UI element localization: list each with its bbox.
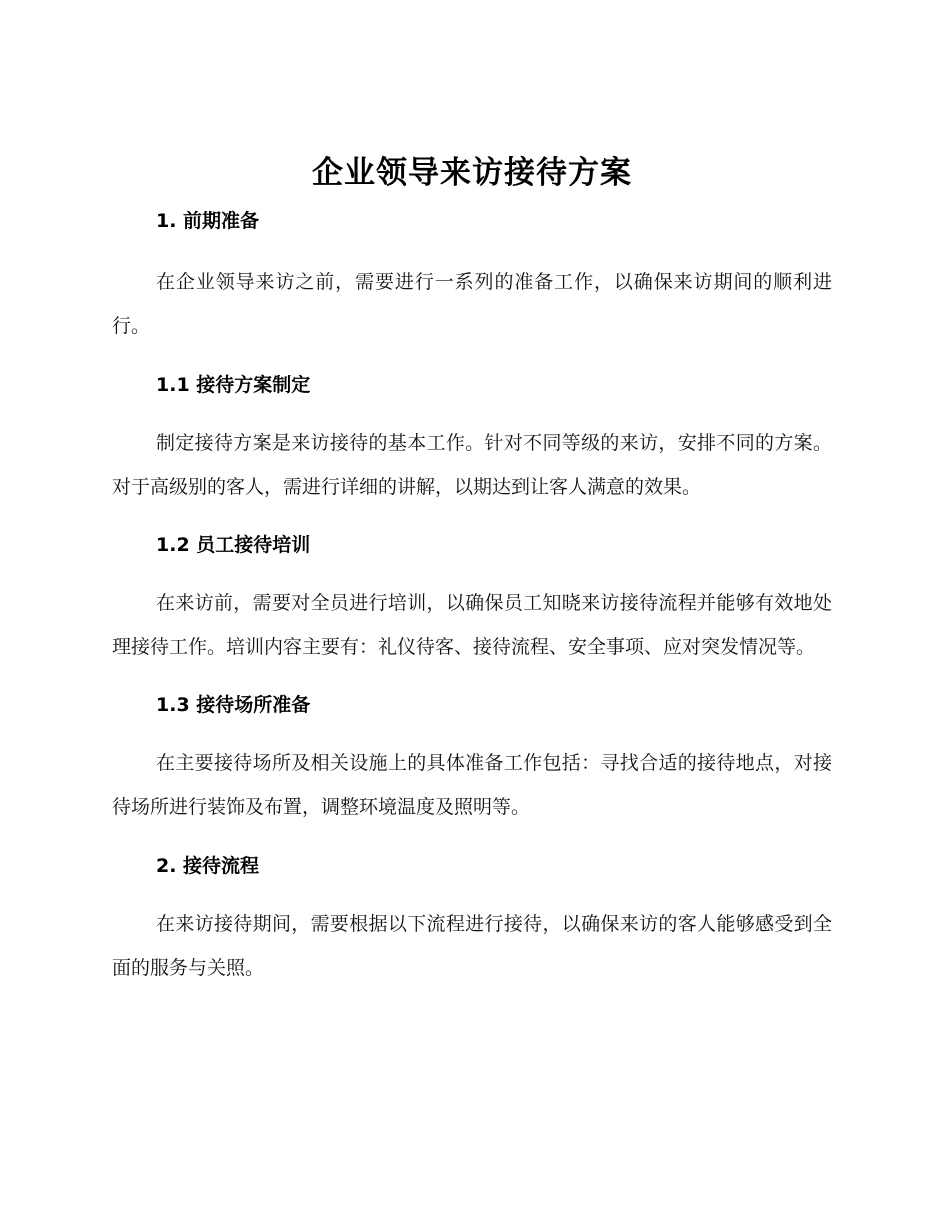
section-paragraph: 在主要接待场所及相关设施上的具体准备工作包括：寻找合适的接待地点，对接待场所进行装饰及布置，调整环境温度及照明等。 xyxy=(112,752,832,818)
section-heading: 1.2 员工接待培训 xyxy=(156,534,311,556)
section-paragraph: 在来访接待期间，需要根据以下流程进行接待，以确保来访的客人能够感受到全面的服务与关照。 xyxy=(112,913,832,979)
section-paragraph: 在企业领导来访之前，需要进行一系列的准备工作，以确保来访期间的顺利进行。 xyxy=(112,271,832,337)
section-heading: 1. 前期准备 xyxy=(156,210,260,232)
section-process xyxy=(112,853,832,990)
section-heading: 1.1 接待方案制定 xyxy=(156,374,311,396)
document-page xyxy=(112,150,832,990)
section-paragraph: 在来访前，需要对全员进行培训，以确保员工知晓来访接待流程并能够有效地处理接待工作。培训内容主要有：礼仪待客、接待流程、安全事项、应对突发情况等。 xyxy=(112,592,832,658)
section-heading: 1.3 接待场所准备 xyxy=(156,694,311,716)
section-paragraph: 制定接待方案是来访接待的基本工作。针对不同等级的来访，安排不同的方案。对于高级别的客人，需进行详细的讲解，以期达到让客人满意的效果。 xyxy=(112,432,832,498)
section-prep xyxy=(112,208,832,348)
document-title: 企业领导来访接待方案 xyxy=(312,155,632,191)
section-plan xyxy=(112,372,832,509)
section-training xyxy=(112,532,832,669)
section-heading: 2. 接待流程 xyxy=(156,855,260,877)
section-venue xyxy=(112,692,832,829)
